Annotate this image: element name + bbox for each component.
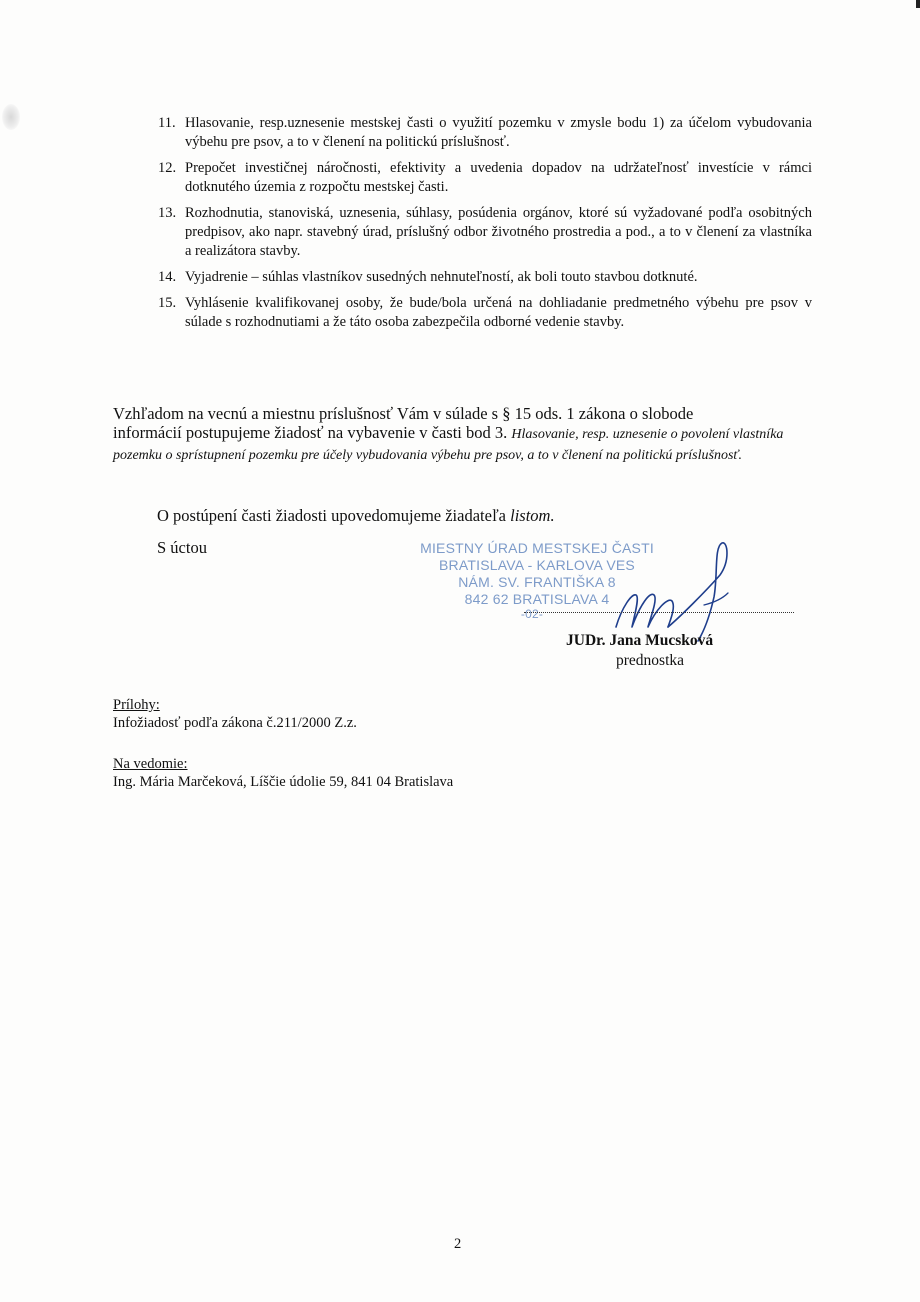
attachments-heading: Prílohy: [113, 697, 160, 713]
notice-text: O postúpení časti žiadosti upovedomujeme žiadateľa [157, 506, 511, 525]
list-item-number: 11. [158, 115, 176, 131]
list-item [158, 268, 812, 287]
cc-text: Ing. Mária Marčeková, Líščie údolie 59, 841 04 Bratislava [113, 774, 454, 790]
referral-line-1: Vzhľadom na vecnú a miestnu príslušnosť Vám v súlade s § 15 ods. 1 zákona o slobode [113, 404, 694, 423]
closing-salutation: S úctou [157, 538, 207, 557]
scan-corner-mark [916, 0, 920, 8]
scan-smudge [2, 104, 20, 130]
list-item [158, 114, 812, 152]
stamp-line: MIESTNY ÚRAD MESTSKEJ ČASTI [420, 540, 654, 556]
notice-sentence [157, 506, 555, 526]
list-item-text: Vyjadrenie – súhlas vlastníkov susedných nehnuteľností, ak boli touto stavbou dotknuté. [185, 269, 698, 285]
referral-paragraph [113, 404, 813, 465]
list-item-text: Hlasovanie, resp.uznesenie mestskej časti o využití pozemku v zmysle bodu 1) za účelom vybudovania výbehu pre psov, a to v členení na politickú príslušnosť. [185, 115, 812, 150]
stamp-line: 842 62 BRATISLAVA 4 [464, 591, 610, 607]
list-item-text: Vyhlásenie kvalifikovanej osoby, že bude/bola určená na dohliadanie predmetného výbehu pre psov v súlade s rozhodnutiami a že táto osoba zabezpečila odborné vedenie stavby. [185, 295, 812, 330]
signer-role: prednostka [616, 652, 685, 669]
cc-heading: Na vedomie: [113, 756, 188, 772]
signer-name: JUDr. Jana Mucsková [566, 632, 714, 649]
list-item-number: 14. [158, 269, 177, 285]
attachments-section [113, 696, 357, 732]
list-item-number: 12. [158, 160, 177, 176]
stamp-line: BRATISLAVA - KARLOVA VES [439, 557, 635, 573]
attachments-text: Infožiadosť podľa zákona č.211/2000 Z.z. [113, 715, 357, 731]
request-items-list [158, 114, 812, 339]
referral-line-2: informácií postupujeme žiadosť na vybavenie v časti bod 3. [113, 423, 512, 442]
referral-italic-text: Hlasovanie, resp. uznesenie o povolení vlastníka pozemku o sprístupnení pozemku pre účely vybudovania výbehu pre psov, a to v členení na politickú príslušnosť. [113, 427, 784, 463]
list-item [158, 294, 812, 332]
list-item [158, 159, 812, 197]
page-number: 2 [454, 1236, 462, 1252]
list-item [158, 204, 812, 261]
list-item-text: Rozhodnutia, stanoviská, uznesenia, súhlasy, posúdenia orgánov, ktoré sú vyžadované podľa osobitných predpisov, ako napr. stavebný úrad, príslušný odbor životného prostredia a pod., a to v členení za vlastníka a realizátora stavby. [185, 205, 812, 259]
list-item-text: Prepočet investičnej náročnosti, efektivity a uvedenia dopadov na udržateľnosť investície v rámci dotknutého územia z rozpočtu mestskej časti. [185, 160, 812, 195]
notice-italic-text: listom. [510, 506, 555, 525]
stamp-line: NÁM. SV. FRANTIŠKA 8 [458, 574, 616, 590]
list-item-number: 13. [158, 205, 177, 221]
stamp-line: -02- [520, 607, 544, 621]
handwritten-signature [610, 535, 750, 645]
signature-dotted-line [524, 612, 794, 613]
cc-section [113, 755, 453, 791]
list-item-number: 15. [158, 295, 177, 311]
